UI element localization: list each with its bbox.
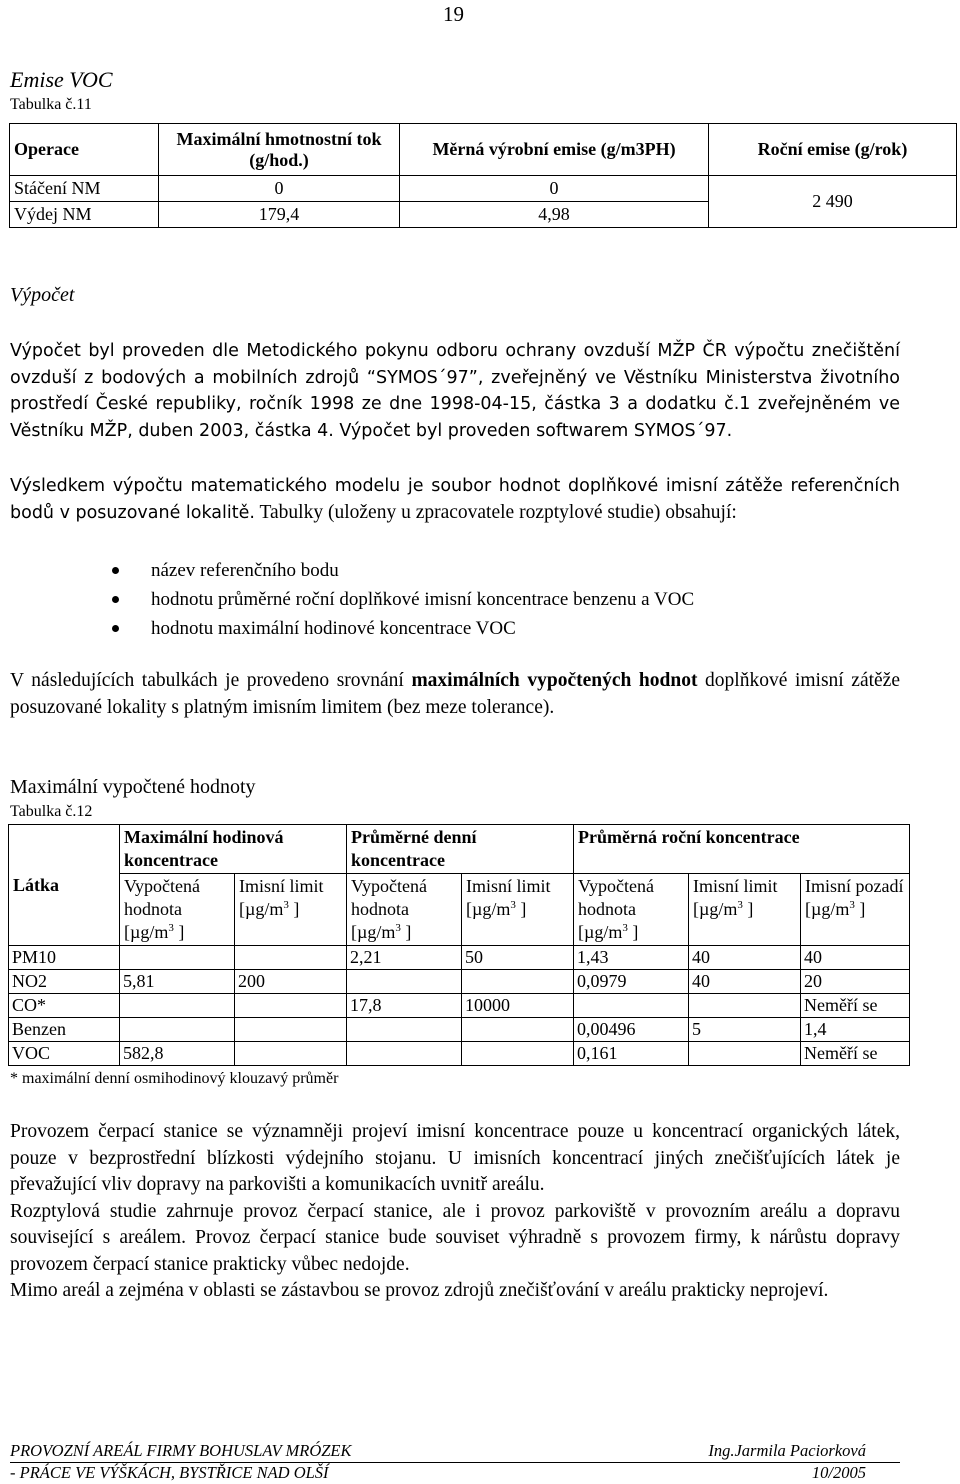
- table-row: [9, 994, 910, 1018]
- bullet-icon: [112, 596, 119, 603]
- table-cell: [689, 994, 801, 1018]
- header-background: Imisní pozadí [$\mu g/m^3$ ]: [801, 874, 910, 946]
- list-item: [112, 585, 694, 614]
- table-cell: [235, 946, 347, 970]
- table-cell: 40: [689, 970, 801, 994]
- table-cell: 200: [235, 970, 347, 994]
- table-cell: [462, 1042, 574, 1066]
- table11-label: Tabulka č.11: [10, 96, 92, 113]
- bullet-list: [112, 556, 694, 643]
- table-12: [8, 824, 910, 1066]
- table-row: [9, 946, 910, 970]
- table-cell: NO2: [9, 970, 120, 994]
- paragraph-text: Mimo areál a zejména v oblasti se zástavbou se provoz zdrojů znečišťování v areálu prakticky neprojeví.: [10, 1280, 829, 1301]
- table-cell: 1,43: [574, 946, 689, 970]
- paragraph-text: Rozptylová studie zahrnuje provoz čerpací stanice, ale i provoz parkoviště v provozním areálu a dopravu související s areálem. Provoz čerpací stanice bude souviset výhradně s provozem firmy, k nárůstu dopravy provozem čerpací stanice prakticky vůbec nedojde.: [10, 1200, 900, 1275]
- table-cell: 1,4: [801, 1018, 910, 1042]
- table-cell: [120, 946, 235, 970]
- table-cell-max: 179,4: [159, 202, 400, 228]
- table-cell: [347, 970, 462, 994]
- table-cell: [462, 970, 574, 994]
- table-cell: 582,8: [120, 1042, 235, 1066]
- paragraph-vypocet-method: [10, 338, 900, 444]
- table-cell: PM10: [9, 946, 120, 970]
- table-row: [9, 1018, 910, 1042]
- list-item-text: název referenčního bodu: [151, 560, 339, 581]
- footer-location: - PRÁCE VE VÝŠKÁCH, BYSTŘICE NAD OLŠÍ: [10, 1463, 329, 1482]
- paragraph-text: V následujících tabulkách je provedeno srovnání: [10, 670, 412, 691]
- page-number: 19: [443, 2, 464, 26]
- header-operace: Operace: [10, 124, 159, 176]
- footer-date: 10/2005: [811, 1463, 866, 1482]
- table-row: [9, 970, 910, 994]
- table-cell: [235, 1042, 347, 1066]
- table-cell: Neměří se: [801, 1042, 910, 1066]
- table-cell: 20: [801, 970, 910, 994]
- footer-divider: [10, 1462, 900, 1463]
- table-cell: 17,8: [347, 994, 462, 1018]
- table-cell: 0,0979: [574, 970, 689, 994]
- paragraph-text: Tabulky (uloženy u zpracovatele rozptylové studie) obsahují:: [254, 501, 737, 523]
- paragraph-vypocet-result: [10, 473, 900, 526]
- bullet-icon: [112, 567, 119, 574]
- table-cell: 40: [801, 946, 910, 970]
- table-cell: 0,161: [574, 1042, 689, 1066]
- table-cell-specific: 0: [400, 176, 709, 202]
- paragraph-text: Výsledkem výpočtu matematického modelu je soubor hodnot doplňkové imisní zátěže referenčních bodů v posuzované lokalitě.: [10, 476, 900, 523]
- table-cell: [120, 1018, 235, 1042]
- header-merna-emise: Měrná výrobní emise (g/m3PH): [400, 124, 709, 176]
- table-cell-max: 0: [159, 176, 400, 202]
- list-item-text: hodnotu maximální hodinové koncentrace VOC: [151, 618, 516, 639]
- list-item: [112, 556, 694, 585]
- table-cell: 40: [689, 946, 801, 970]
- table-cell: [462, 1018, 574, 1042]
- closing-paragraphs: [10, 1119, 900, 1305]
- heading-max-values: Maximální vypočtené hodnoty: [10, 776, 256, 798]
- table-cell-specific: 4,98: [400, 202, 709, 228]
- table-cell: Benzen: [9, 1018, 120, 1042]
- table12-label: Tabulka č.12: [10, 803, 93, 820]
- list-item-text: hodnotu průměrné roční doplňkové imisní koncentrace benzenu a VOC: [151, 589, 695, 610]
- table-cell: [235, 994, 347, 1018]
- paragraph-comparison: [10, 668, 900, 721]
- table-cell: VOC: [9, 1042, 120, 1066]
- table-cell: CO*: [9, 994, 120, 1018]
- table-cell: [689, 1042, 801, 1066]
- bullet-icon: [112, 625, 119, 632]
- table-cell: [347, 1042, 462, 1066]
- heading-vypocet: Výpočet: [10, 284, 75, 306]
- header-group-hourly: Maximální hodinová koncentrace: [120, 825, 347, 874]
- footer-author: Ing.Jarmila Paciorková: [708, 1441, 866, 1460]
- header-limit: Imisní limit [$\mu g/m^3$ ]: [689, 874, 801, 946]
- paragraph-text: Provozem čerpací stanice se významněji projeví imisní koncentrace pouze u koncentrací organických látek, pouze v bezprostřední blízkosti výdejního stojanu. U imisních koncentrací jiných znečišťujících látek je převažující vliv dopravy na parkovišti a komunikacích uvnitř areálu.: [10, 1121, 900, 1195]
- table-cell: 5,81: [120, 970, 235, 994]
- table-cell: [574, 994, 689, 1018]
- paragraph-emphasis: maximálních vypočtených hodnot: [411, 670, 698, 691]
- header-calc: Vypočtená hodnota [$\mu g/m^3$ ]: [347, 874, 462, 946]
- header-limit: Imisní limit [$\mu g/m^3$ ]: [235, 874, 347, 946]
- header-group-daily: Průměrné denní koncentrace: [347, 825, 574, 874]
- table-cell: [347, 1018, 462, 1042]
- paragraph-text: doplňkové imisní zátěže posuzované lokality s platným imisním limitem (bez meze tolerance).: [10, 670, 900, 718]
- table-11: [9, 123, 957, 228]
- table-cell: Neměří se: [801, 994, 910, 1018]
- header-limit: Imisní limit [$\mu g/m^3$ ]: [462, 874, 574, 946]
- table-cell: 2,21: [347, 946, 462, 970]
- table12-footnote: * maximální denní osmihodinový klouzavý průměr: [10, 1070, 339, 1087]
- header-latka: Látka: [9, 825, 120, 946]
- header-rocni-emise: Roční emise (g/rok): [709, 124, 957, 176]
- table-cell: [120, 994, 235, 1018]
- table-cell: [235, 1018, 347, 1042]
- header-calc: Vypočtená hodnota [$\mu g/m^3$ ]: [120, 874, 235, 946]
- table-cell-op: Výdej NM: [10, 202, 159, 228]
- table-cell-op: Stáčení NM: [10, 176, 159, 202]
- table-row: [9, 1042, 910, 1066]
- table-cell: 10000: [462, 994, 574, 1018]
- header-group-annual: Průměrná roční koncentrace: [574, 825, 910, 874]
- list-item: [112, 614, 694, 643]
- footer-company: PROVOZNÍ AREÁL FIRMY BOHUSLAV MRÓZEK: [10, 1441, 352, 1460]
- table-cell-annual: 2 490: [709, 176, 957, 228]
- table-cell: 5: [689, 1018, 801, 1042]
- table-cell: 50: [462, 946, 574, 970]
- paragraph-text: Výpočet byl proveden dle Metodického pokynu odboru ochrany ovzduší MŽP ČR výpočtu znečištění ovzduší z bodových a mobilních zdrojů “SYMOS´97”, zveřejněný ve Věstníku Ministerstva životního prostředí České republiky, ročník 1998 ze dne 1998-04-15, částka 3 a dodatku č.1 zveřejněném ve Věstníku MŽP, duben 2003, částka 4. Výpočet byl proveden softwarem SYMOS´97.: [10, 341, 900, 441]
- header-max-tok: Maximální hmotnostní tok (g/hod.): [159, 124, 400, 176]
- header-calc: Vypočtená hodnota [$\mu g/m^3$ ]: [574, 874, 689, 946]
- section-title-voc: Emise VOC: [10, 67, 113, 92]
- table-cell: 0,00496: [574, 1018, 689, 1042]
